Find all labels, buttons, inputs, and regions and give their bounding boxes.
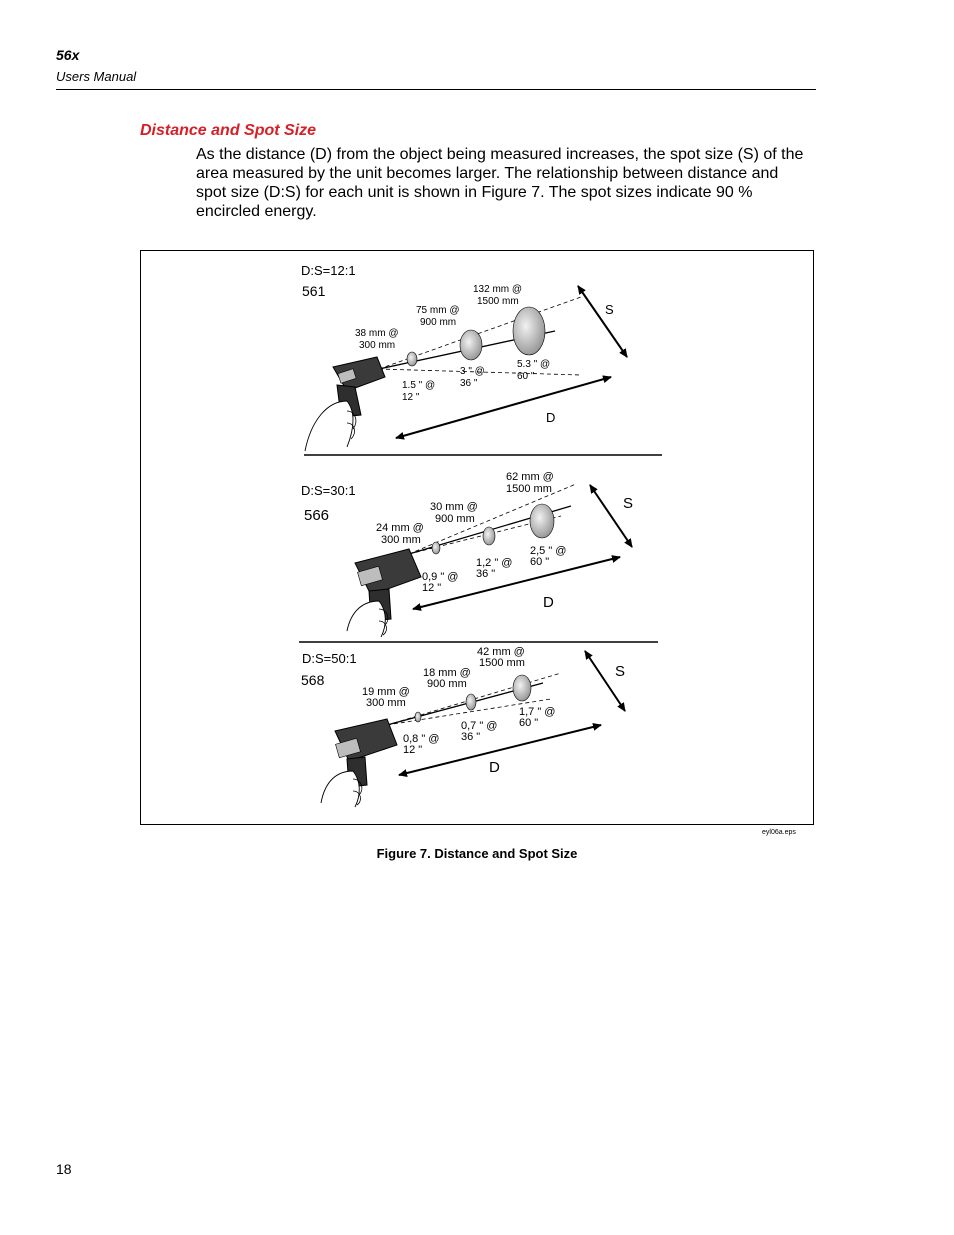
section-heading: Distance and Spot Size <box>140 122 317 139</box>
mm-distance-mid: 900 mm <box>427 678 467 690</box>
in-distance-far: 60 " <box>530 556 550 568</box>
in-label-far: 5.3 " @ <box>517 359 551 370</box>
figure-file-label: eyl06a.eps <box>762 829 796 836</box>
model-label: 566 <box>304 507 330 524</box>
s-label: S <box>615 663 626 680</box>
d-label: D <box>543 594 554 611</box>
in-label-mid: 0,7 " @ <box>461 720 498 732</box>
ratio-label: D:S=30:1 <box>301 483 356 498</box>
mm-distance-near: 300 mm <box>381 534 421 546</box>
mm-label-far: 62 mm @ <box>506 471 554 483</box>
mm-label-far: 42 mm @ <box>477 646 525 658</box>
distance-spot-diagram <box>141 251 815 826</box>
page-number: 18 <box>56 1161 72 1177</box>
d-label: D <box>546 410 556 425</box>
mm-label-mid: 75 mm @ <box>416 305 460 316</box>
spot-mid <box>483 527 495 545</box>
figure-frame <box>140 250 814 825</box>
model-label: 568 <box>301 672 325 688</box>
ratio-label: D:S=12:1 <box>301 263 356 278</box>
in-label-near: 0,8 " @ <box>403 733 440 745</box>
spot-near <box>415 712 421 722</box>
s-label: S <box>605 302 614 317</box>
thermometer-gun-icon <box>305 357 385 451</box>
mm-distance-mid: 900 mm <box>420 317 457 328</box>
spot-far <box>513 307 545 355</box>
in-distance-mid: 36 " <box>460 378 478 389</box>
spot-far <box>530 504 554 538</box>
in-label-near: 0,9 " @ <box>422 571 459 583</box>
mm-distance-near: 300 mm <box>366 697 406 709</box>
panel-568 <box>301 646 625 807</box>
thermometer-gun-icon <box>321 719 397 807</box>
spot-near <box>407 352 417 366</box>
spot-near <box>432 542 440 554</box>
thermometer-gun-icon <box>347 549 421 637</box>
in-label-mid: 1,2 " @ <box>476 557 513 569</box>
in-distance-near: 12 " <box>402 392 420 403</box>
spot-far <box>513 675 531 701</box>
section-paragraph: As the distance (D) from the object being measured increases, the spot size (S) of the area measured by the unit becomes larger. The relationship between distance and spot size (D:S) for each unit is shown in Figure 7. The spot sizes indicate 90 % encircled energy. <box>196 146 804 220</box>
manual-model-title: 56x <box>56 47 80 63</box>
d-arrow <box>413 557 620 609</box>
mm-distance-far: 1500 mm <box>506 483 552 495</box>
mm-label-mid: 30 mm @ <box>430 501 478 513</box>
mm-label-near: 19 mm @ <box>362 686 410 698</box>
mm-distance-near: 300 mm <box>359 340 396 351</box>
s-label: S <box>623 495 634 512</box>
in-distance-far: 60 " <box>519 717 539 729</box>
in-label-far: 2,5 " @ <box>530 545 567 557</box>
figure-caption: Figure 7. Distance and Spot Size <box>376 846 578 861</box>
s-arrow <box>578 286 627 357</box>
s-arrow <box>585 651 625 711</box>
in-distance-mid: 36 " <box>461 731 481 743</box>
panel-561 <box>301 263 627 451</box>
in-label-mid: 3 " @ <box>460 366 485 377</box>
mm-label-near: 38 mm @ <box>355 328 399 339</box>
mm-distance-mid: 900 mm <box>435 513 475 525</box>
mm-label-near: 24 mm @ <box>376 522 424 534</box>
in-distance-far: 60 " <box>517 371 535 382</box>
ratio-label: D:S=50:1 <box>302 651 357 666</box>
in-label-far: 1,7 " @ <box>519 706 556 718</box>
in-label-near: 1.5 " @ <box>402 380 436 391</box>
mm-distance-far: 1500 mm <box>479 657 525 669</box>
in-distance-near: 12 " <box>403 744 423 756</box>
spot-mid <box>460 330 482 360</box>
in-distance-near: 12 " <box>422 582 442 594</box>
mm-label-mid: 18 mm @ <box>423 667 471 679</box>
header-divider <box>56 89 816 90</box>
in-distance-mid: 36 " <box>476 568 496 580</box>
model-label: 561 <box>302 283 326 299</box>
d-label: D <box>489 759 500 776</box>
mm-label-far: 132 mm @ <box>473 284 523 295</box>
mm-distance-far: 1500 mm <box>477 296 519 307</box>
manual-subtitle: Users Manual <box>56 69 137 84</box>
spot-mid <box>466 694 476 710</box>
panel-566 <box>301 471 633 637</box>
